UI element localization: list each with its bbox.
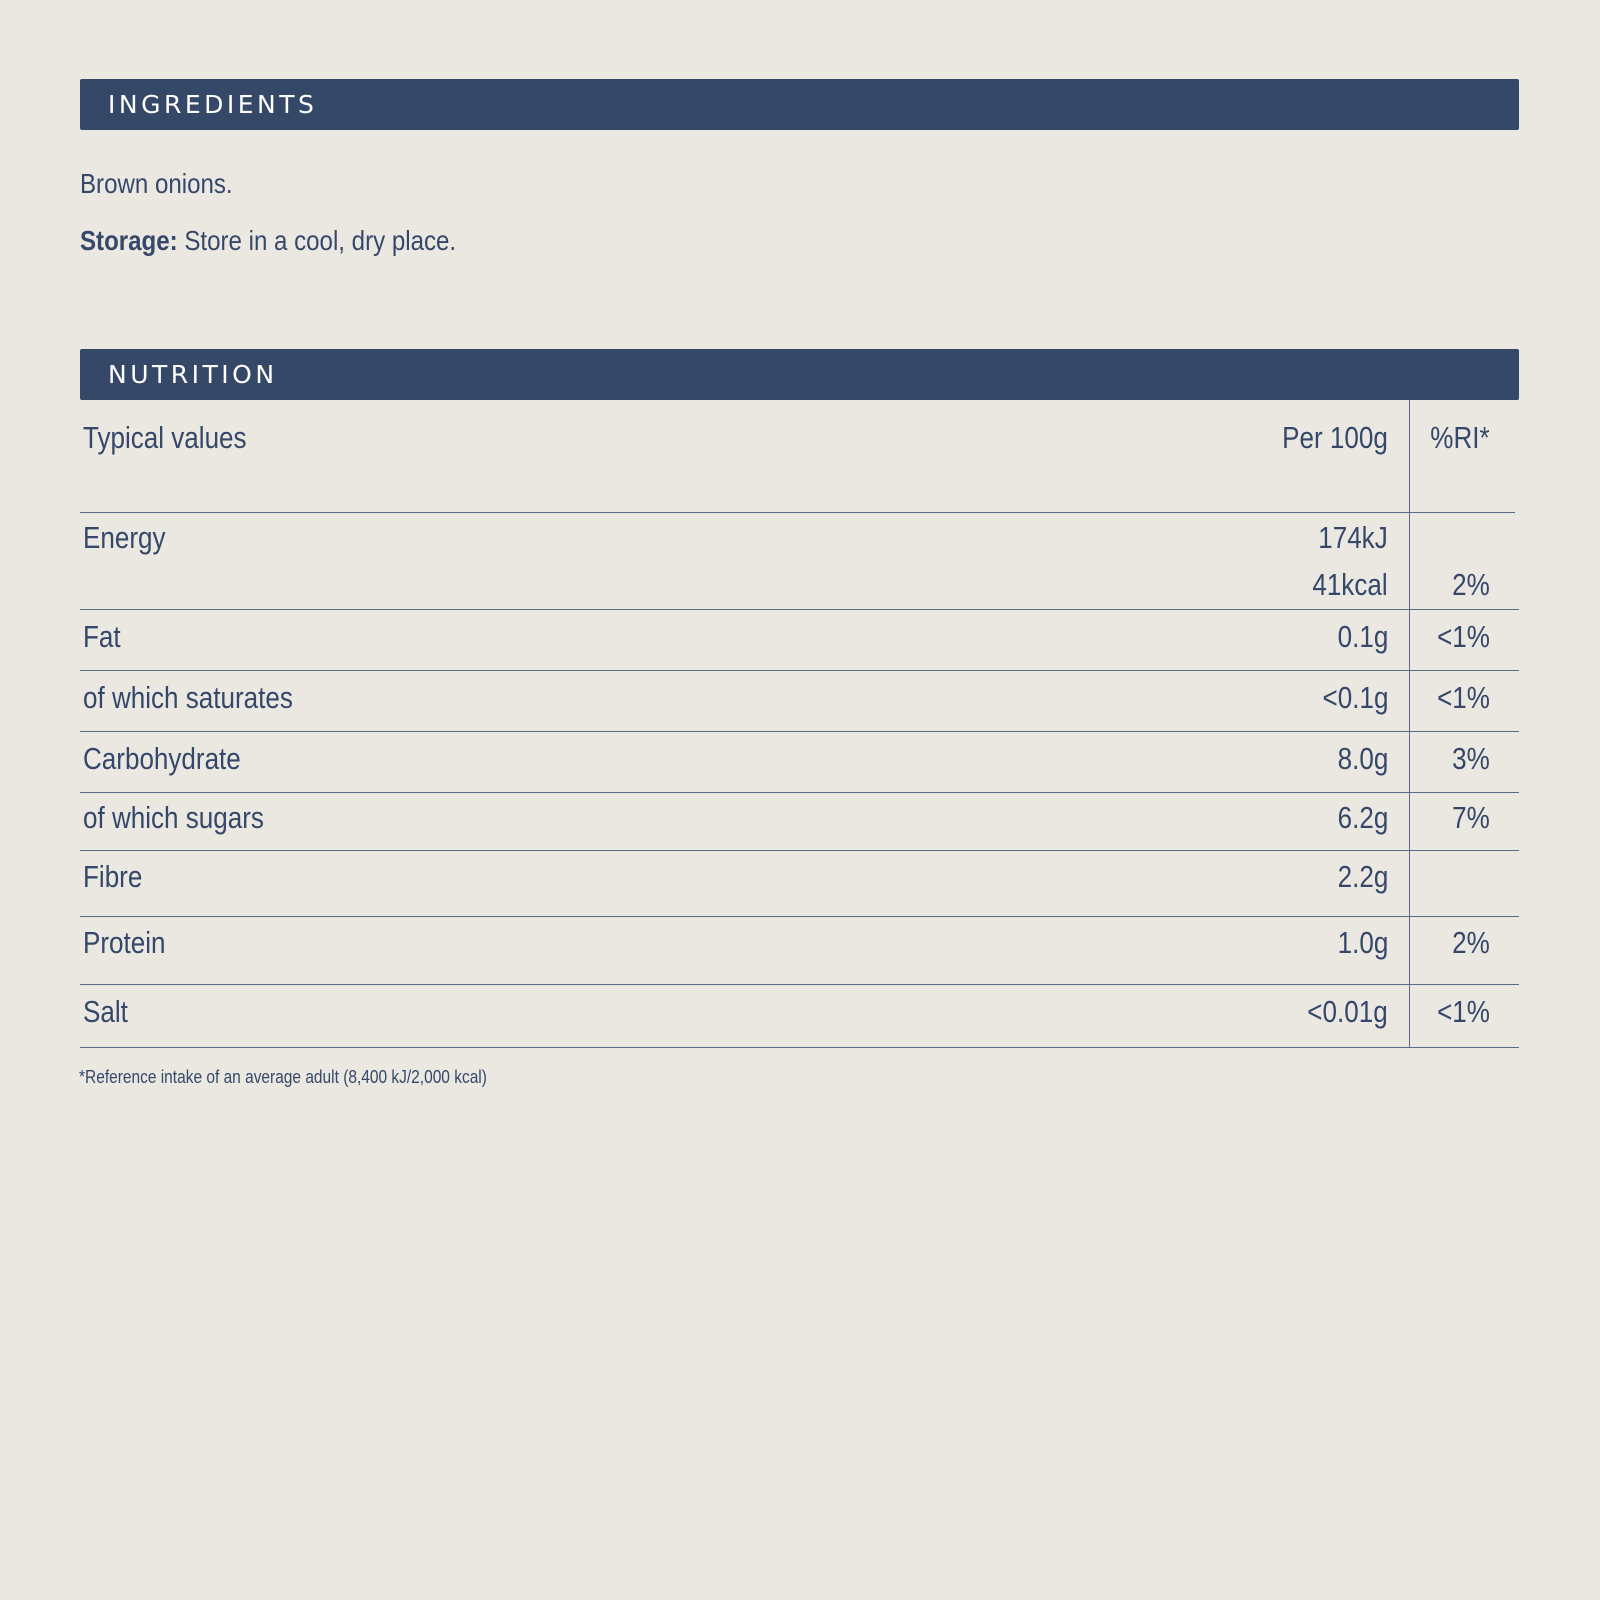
row-divider bbox=[80, 512, 1515, 513]
row-label: Protein bbox=[83, 925, 166, 960]
header-typical-values: Typical values bbox=[83, 420, 247, 455]
row-per-100g: 6.2g bbox=[1337, 800, 1388, 835]
row-per-100g: 2.2g bbox=[1337, 859, 1388, 894]
column-divider bbox=[1409, 400, 1410, 1048]
nutrition-heading: NUTRITION bbox=[108, 360, 278, 389]
storage-text: Store in a cool, dry place. bbox=[177, 225, 457, 256]
row-label: of which saturates bbox=[83, 680, 293, 715]
row-ri: 7% bbox=[1452, 800, 1490, 835]
row-divider bbox=[80, 609, 1519, 610]
row-label: Fat bbox=[83, 619, 121, 654]
row-divider bbox=[80, 916, 1519, 917]
row-per-100g: 0.1g bbox=[1337, 619, 1388, 654]
row-divider bbox=[80, 850, 1519, 851]
nutrition-header bbox=[80, 349, 1519, 400]
ingredients-heading: INGREDIENTS bbox=[108, 90, 318, 119]
row-divider bbox=[80, 731, 1519, 732]
row-per-100g: 1.0g bbox=[1337, 925, 1388, 960]
row-ri: 2% bbox=[1452, 925, 1490, 960]
row-label: of which sugars bbox=[83, 800, 264, 835]
row-per-100g: <0.01g bbox=[1307, 994, 1388, 1029]
ingredients-text: Brown onions. bbox=[80, 168, 233, 199]
energy-kcal: 41kcal bbox=[1312, 567, 1388, 602]
ingredients-header bbox=[80, 79, 1519, 130]
row-label: Salt bbox=[83, 994, 128, 1029]
storage-line bbox=[80, 225, 456, 257]
row-divider bbox=[80, 984, 1519, 985]
row-label: Carbohydrate bbox=[83, 741, 241, 776]
energy-kj: 174kJ bbox=[1318, 520, 1388, 555]
row-divider bbox=[80, 670, 1519, 671]
row-ri: <1% bbox=[1437, 680, 1490, 715]
row-label: Fibre bbox=[83, 859, 143, 894]
footnote: *Reference intake of an average adult (8,400 kJ/2,000 kcal) bbox=[79, 1067, 487, 1087]
row-per-100g: <0.1g bbox=[1322, 680, 1388, 715]
row-divider bbox=[80, 792, 1519, 793]
header-ri: %RI* bbox=[1430, 420, 1490, 455]
row-ri: <1% bbox=[1437, 994, 1490, 1029]
row-per-100g: 8.0g bbox=[1337, 741, 1388, 776]
row-ri: 3% bbox=[1452, 741, 1490, 776]
storage-label: Storage: bbox=[80, 225, 178, 256]
table-bottom-border bbox=[80, 1047, 1519, 1048]
energy-ri: 2% bbox=[1452, 567, 1490, 602]
row-ri: <1% bbox=[1437, 619, 1490, 654]
header-per-100g: Per 100g bbox=[1282, 420, 1388, 455]
energy-label: Energy bbox=[83, 520, 166, 555]
